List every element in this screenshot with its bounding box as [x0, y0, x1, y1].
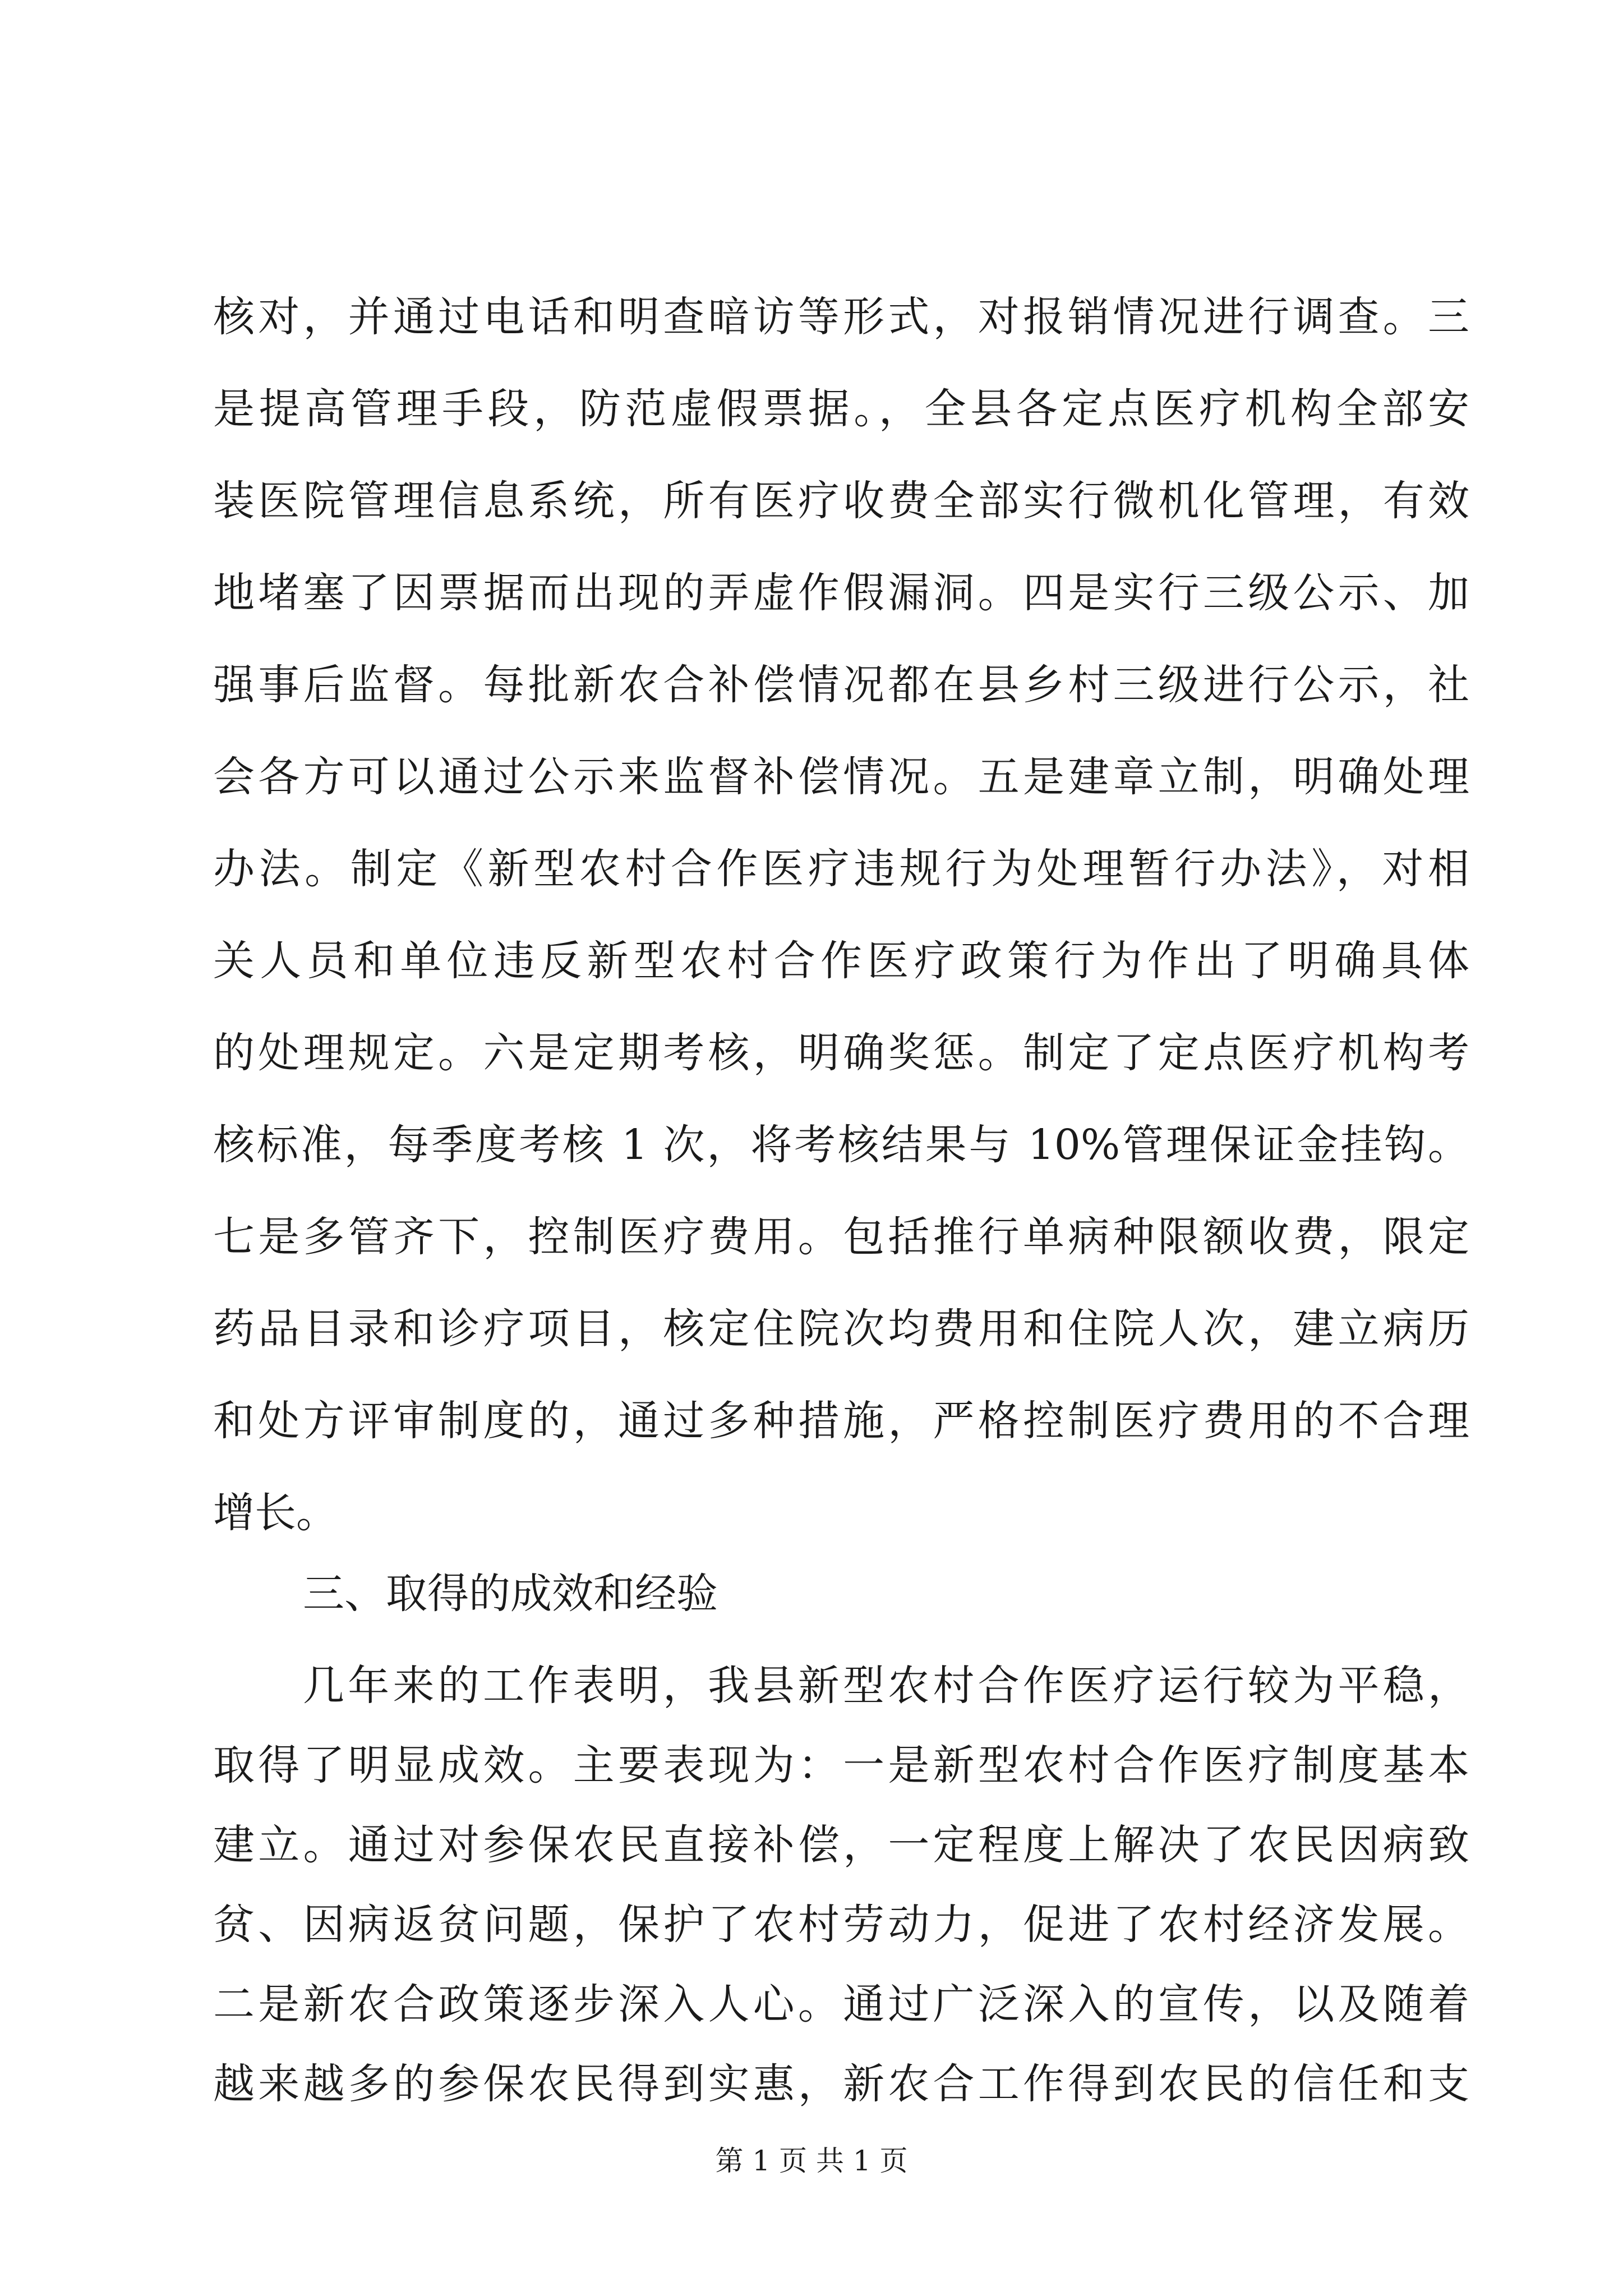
text-line: 办法。制定《新型农村合作医疗违规行为处理暂行办法》，对相 — [213, 845, 1469, 893]
text-line: 是提高管理手段，防范虚假票据。，全县各定点医疗机构全部安 — [213, 385, 1469, 433]
text-line: 强事后监督。每批新农合补偿情况都在县乡村三级进行公示，社 — [213, 661, 1469, 709]
text-line: 药品目录和诊疗项目，核定住院次均费用和住院人次，建立病历 — [213, 1305, 1469, 1353]
text-line: 核标准，每季度考核 1 次，将考核结果与 10%管理保证金挂钩。 — [213, 1121, 1469, 1169]
text-line: 关人员和单位违反新型农村合作医疗政策行为作出了明确具体 — [213, 937, 1469, 985]
text-line: 取得了明显成效。主要表现为：一是新型农村合作医疗制度基本 — [213, 1741, 1469, 1789]
text-line: 装医院管理信息系统，所有医疗收费全部实行微机化管理，有效 — [213, 477, 1469, 525]
text-line: 建立。通过对参保农民直接补偿，一定程度上解决了农民因病致 — [213, 1821, 1469, 1869]
text-line: 贫、因病返贫问题，保护了农村劳动力，促进了农村经济发展。 — [213, 1901, 1469, 1949]
text-line: 越来越多的参保农民得到实惠，新农合工作得到农民的信任和支 — [213, 2060, 1469, 2108]
text-line: 增长。 — [213, 1489, 338, 1537]
text-line: 七是多管齐下，控制医疗费用。包括推行单病种限额收费，限定 — [213, 1213, 1469, 1261]
text-line: 会各方可以通过公示来监督补偿情况。五是建章立制，明确处理 — [213, 753, 1469, 801]
text-line: 和处方评审制度的，通过多种措施，严格控制医疗费用的不合理 — [213, 1397, 1469, 1445]
text-line: 几年来的工作表明，我县新型农村合作医疗运行较为平稳， — [303, 1662, 1469, 1710]
text-line: 的处理规定。六是定期考核，明确奖惩。制定了定点医疗机构考 — [213, 1029, 1469, 1077]
section-heading: 三、取得的成效和经验 — [303, 1570, 718, 1618]
text-line: 二是新农合政策逐步深入人心。通过广泛深入的宣传，以及随着 — [213, 1980, 1469, 2028]
page-footer: 第 1 页 共 1 页 — [715, 2145, 908, 2177]
text-line: 地堵塞了因票据而出现的弄虚作假漏洞。四是实行三级公示、加 — [213, 569, 1469, 617]
text-line: 核对，并通过电话和明查暗访等形式，对报销情况进行调查。三 — [213, 293, 1469, 341]
